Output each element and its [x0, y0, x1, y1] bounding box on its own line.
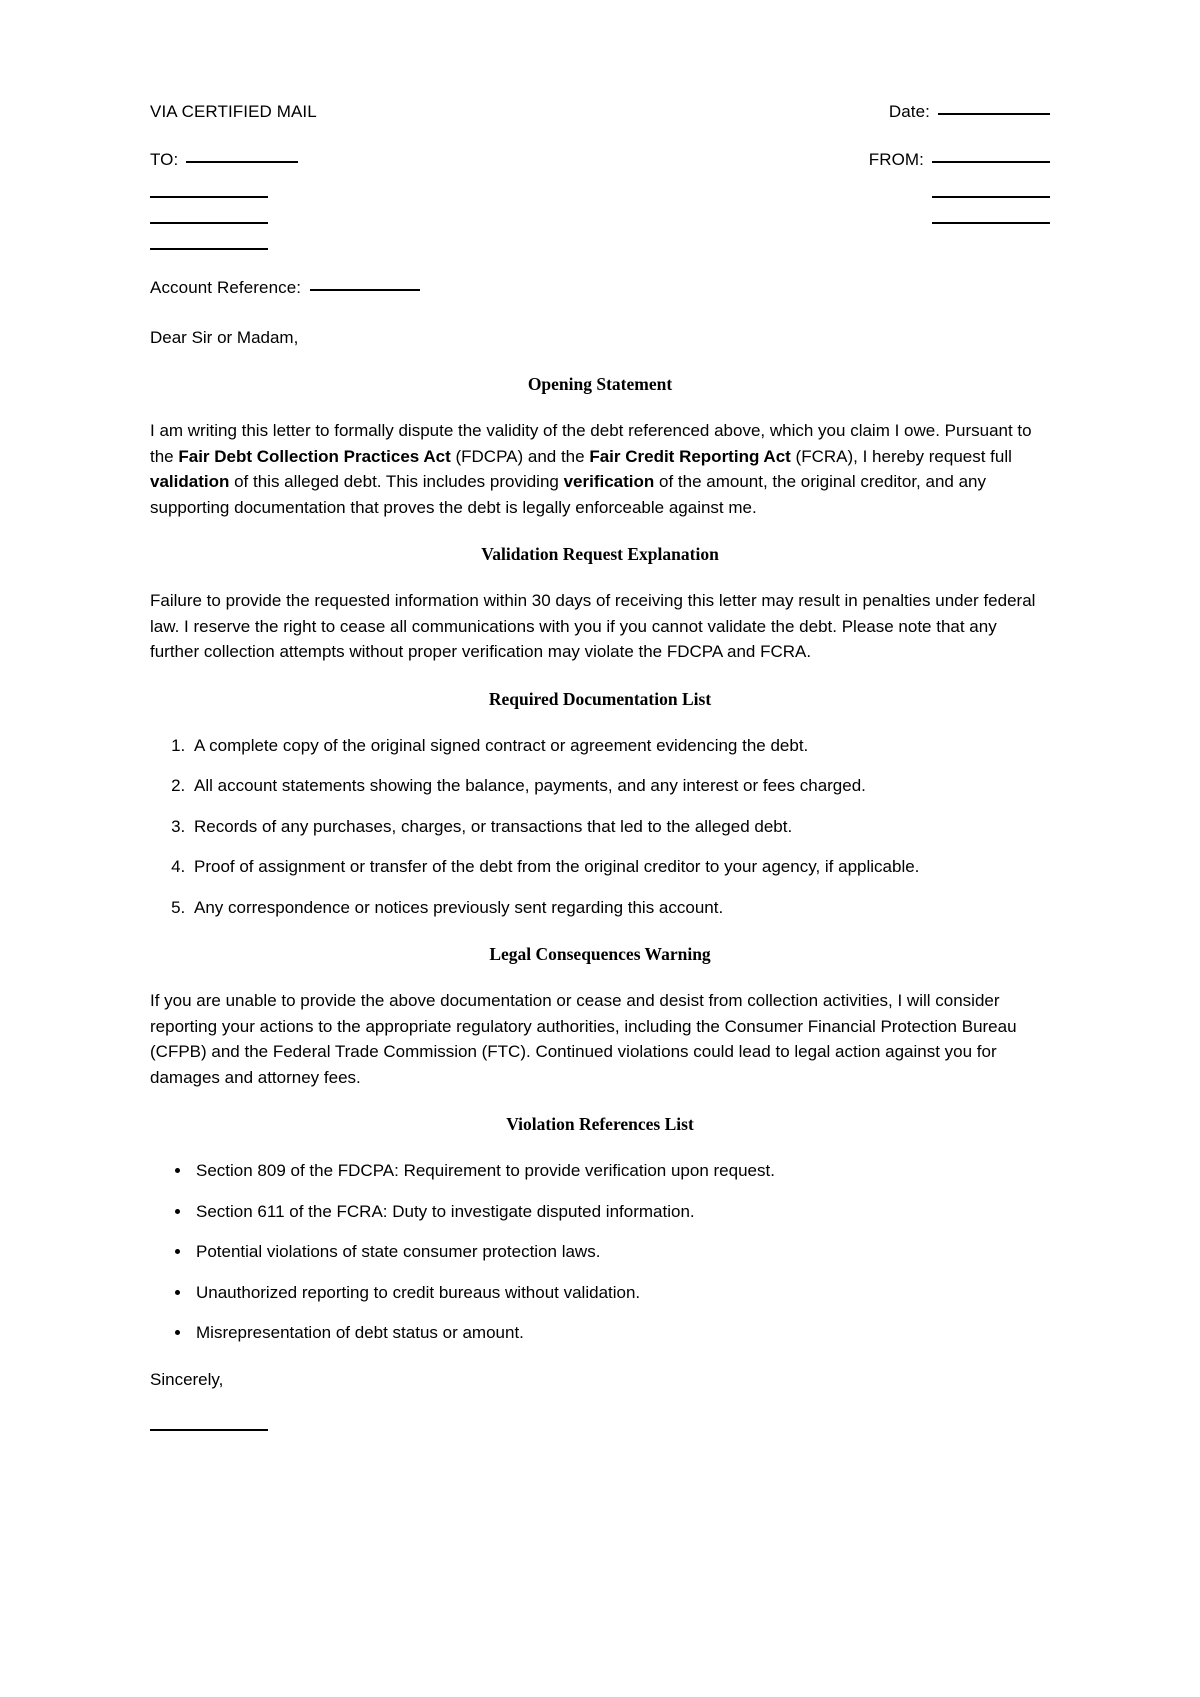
from-blank-field[interactable]: [932, 161, 1050, 163]
date-label: Date:: [888, 102, 930, 121]
from-address-line-2-blank[interactable]: [932, 222, 1050, 224]
signature-blank-field[interactable]: [150, 1429, 268, 1431]
to-label: TO:: [150, 150, 179, 169]
violation-list-item: • Section 809 of the FDCPA: Requirement to provide verification upon request.: [192, 1158, 1050, 1184]
header-row-to-from: [150, 148, 1050, 172]
date-group: [889, 100, 1050, 124]
documentation-list-item: 2. All account statements showing the balance, payments, and any interest or fees charged.: [190, 773, 1050, 799]
to-blank-field[interactable]: [186, 161, 298, 163]
signature-row: [150, 1418, 1050, 1436]
paragraph-text: I am writing this letter to formally dispute the validity of the debt referenced above, which you claim I owe. Pursuant to the: [150, 421, 1032, 466]
violation-list-item: • Section 611 of the FCRA: Duty to investigate disputed information.: [192, 1199, 1050, 1225]
address-row-1: [150, 196, 1050, 198]
letter-body: [150, 100, 1050, 1436]
to-group: [150, 148, 298, 172]
violation-list-item: • Potential violations of state consumer protection laws.: [192, 1239, 1050, 1265]
account-reference-blank-field[interactable]: [310, 289, 420, 291]
heading-required-documentation: Required Documentation List: [488, 688, 712, 709]
required-documentation-list: [150, 733, 1050, 921]
violation-list-item: • Unauthorized reporting to credit bureaus without validation.: [192, 1280, 1050, 1306]
violation-references-list: [150, 1158, 1050, 1346]
emphasized-term: Fair Credit Reporting Act: [589, 446, 791, 466]
paragraph-validation-request: Failure to provide the requested information within 30 days of receiving this letter may result in penalties under federal law. I reserve the right to cease all communications with you if you cannot validate the debt. Please note that any further collection attempts without proper verification may violate the FDCPA and FCRA.: [150, 591, 1036, 661]
address-row-2: [150, 222, 1050, 224]
emphasized-term: validation: [150, 472, 230, 491]
account-reference-label: Account Reference:: [150, 278, 302, 297]
from-label: FROM:: [868, 150, 924, 169]
paragraph-opening-statement: [150, 418, 1050, 520]
closing-salutation: Sincerely,: [150, 1369, 224, 1389]
salutation: Dear Sir or Madam,: [150, 328, 299, 347]
heading-violation-references: Violation References List: [506, 1114, 694, 1134]
from-group: [869, 148, 1050, 172]
documentation-list-item: 5. Any correspondence or notices previously sent regarding this account.: [190, 895, 1050, 921]
account-reference-row: [150, 276, 1050, 300]
documentation-list-item: 1. A complete copy of the original signed contract or agreement evidencing the debt.: [190, 733, 1050, 759]
heading-validation-request: Validation Request Explanation: [481, 544, 719, 564]
to-address-line-2-blank[interactable]: [150, 222, 268, 224]
paragraph-text: (FDCPA) and the: [450, 446, 590, 466]
mail-method-group: [150, 100, 317, 124]
heading-legal-consequences: Legal Consequences Warning: [489, 944, 711, 964]
paragraph-legal-consequences: If you are unable to provide the above documentation or cease and desist from collection activities, I will consider reporting your actions to the appropriate regulatory authorities, including the Consumer Financial Protection Bureau (CFPB) and the Federal Trade Commission (FTC). Continued violations could lead to legal action against you for damages and attorney fees.: [150, 991, 1017, 1087]
header-row-mail-date: [150, 100, 1050, 124]
date-blank-field[interactable]: [938, 113, 1050, 115]
emphasized-term: Fair Debt Collection Practices Act: [178, 446, 451, 466]
to-address-line-1-blank[interactable]: [150, 196, 268, 198]
documentation-list-item: 4. Proof of assignment or transfer of the debt from the original creditor to your agency, if applicable.: [190, 854, 1050, 880]
address-row-3: [150, 248, 1050, 250]
from-address-line-1-blank[interactable]: [932, 196, 1050, 198]
paragraph-text: of this alleged debt. This includes providing: [229, 472, 564, 491]
paragraph-text: (FCRA), I hereby request full: [790, 446, 1012, 466]
paragraph-text: of the amount, the original creditor, and any supporting documentation that proves the debt is legally enforceable against me.: [150, 472, 987, 517]
heading-opening-statement: Opening Statement: [527, 374, 673, 394]
to-address-line-3-blank[interactable]: [150, 248, 268, 250]
violation-list-item: • Misrepresentation of debt status or amount.: [192, 1320, 1050, 1346]
emphasized-term: verification: [563, 472, 655, 491]
mail-method-label: VIA CERTIFIED MAIL: [150, 102, 317, 121]
documentation-list-item: 3. Records of any purchases, charges, or transactions that led to the alleged debt.: [190, 814, 1050, 840]
